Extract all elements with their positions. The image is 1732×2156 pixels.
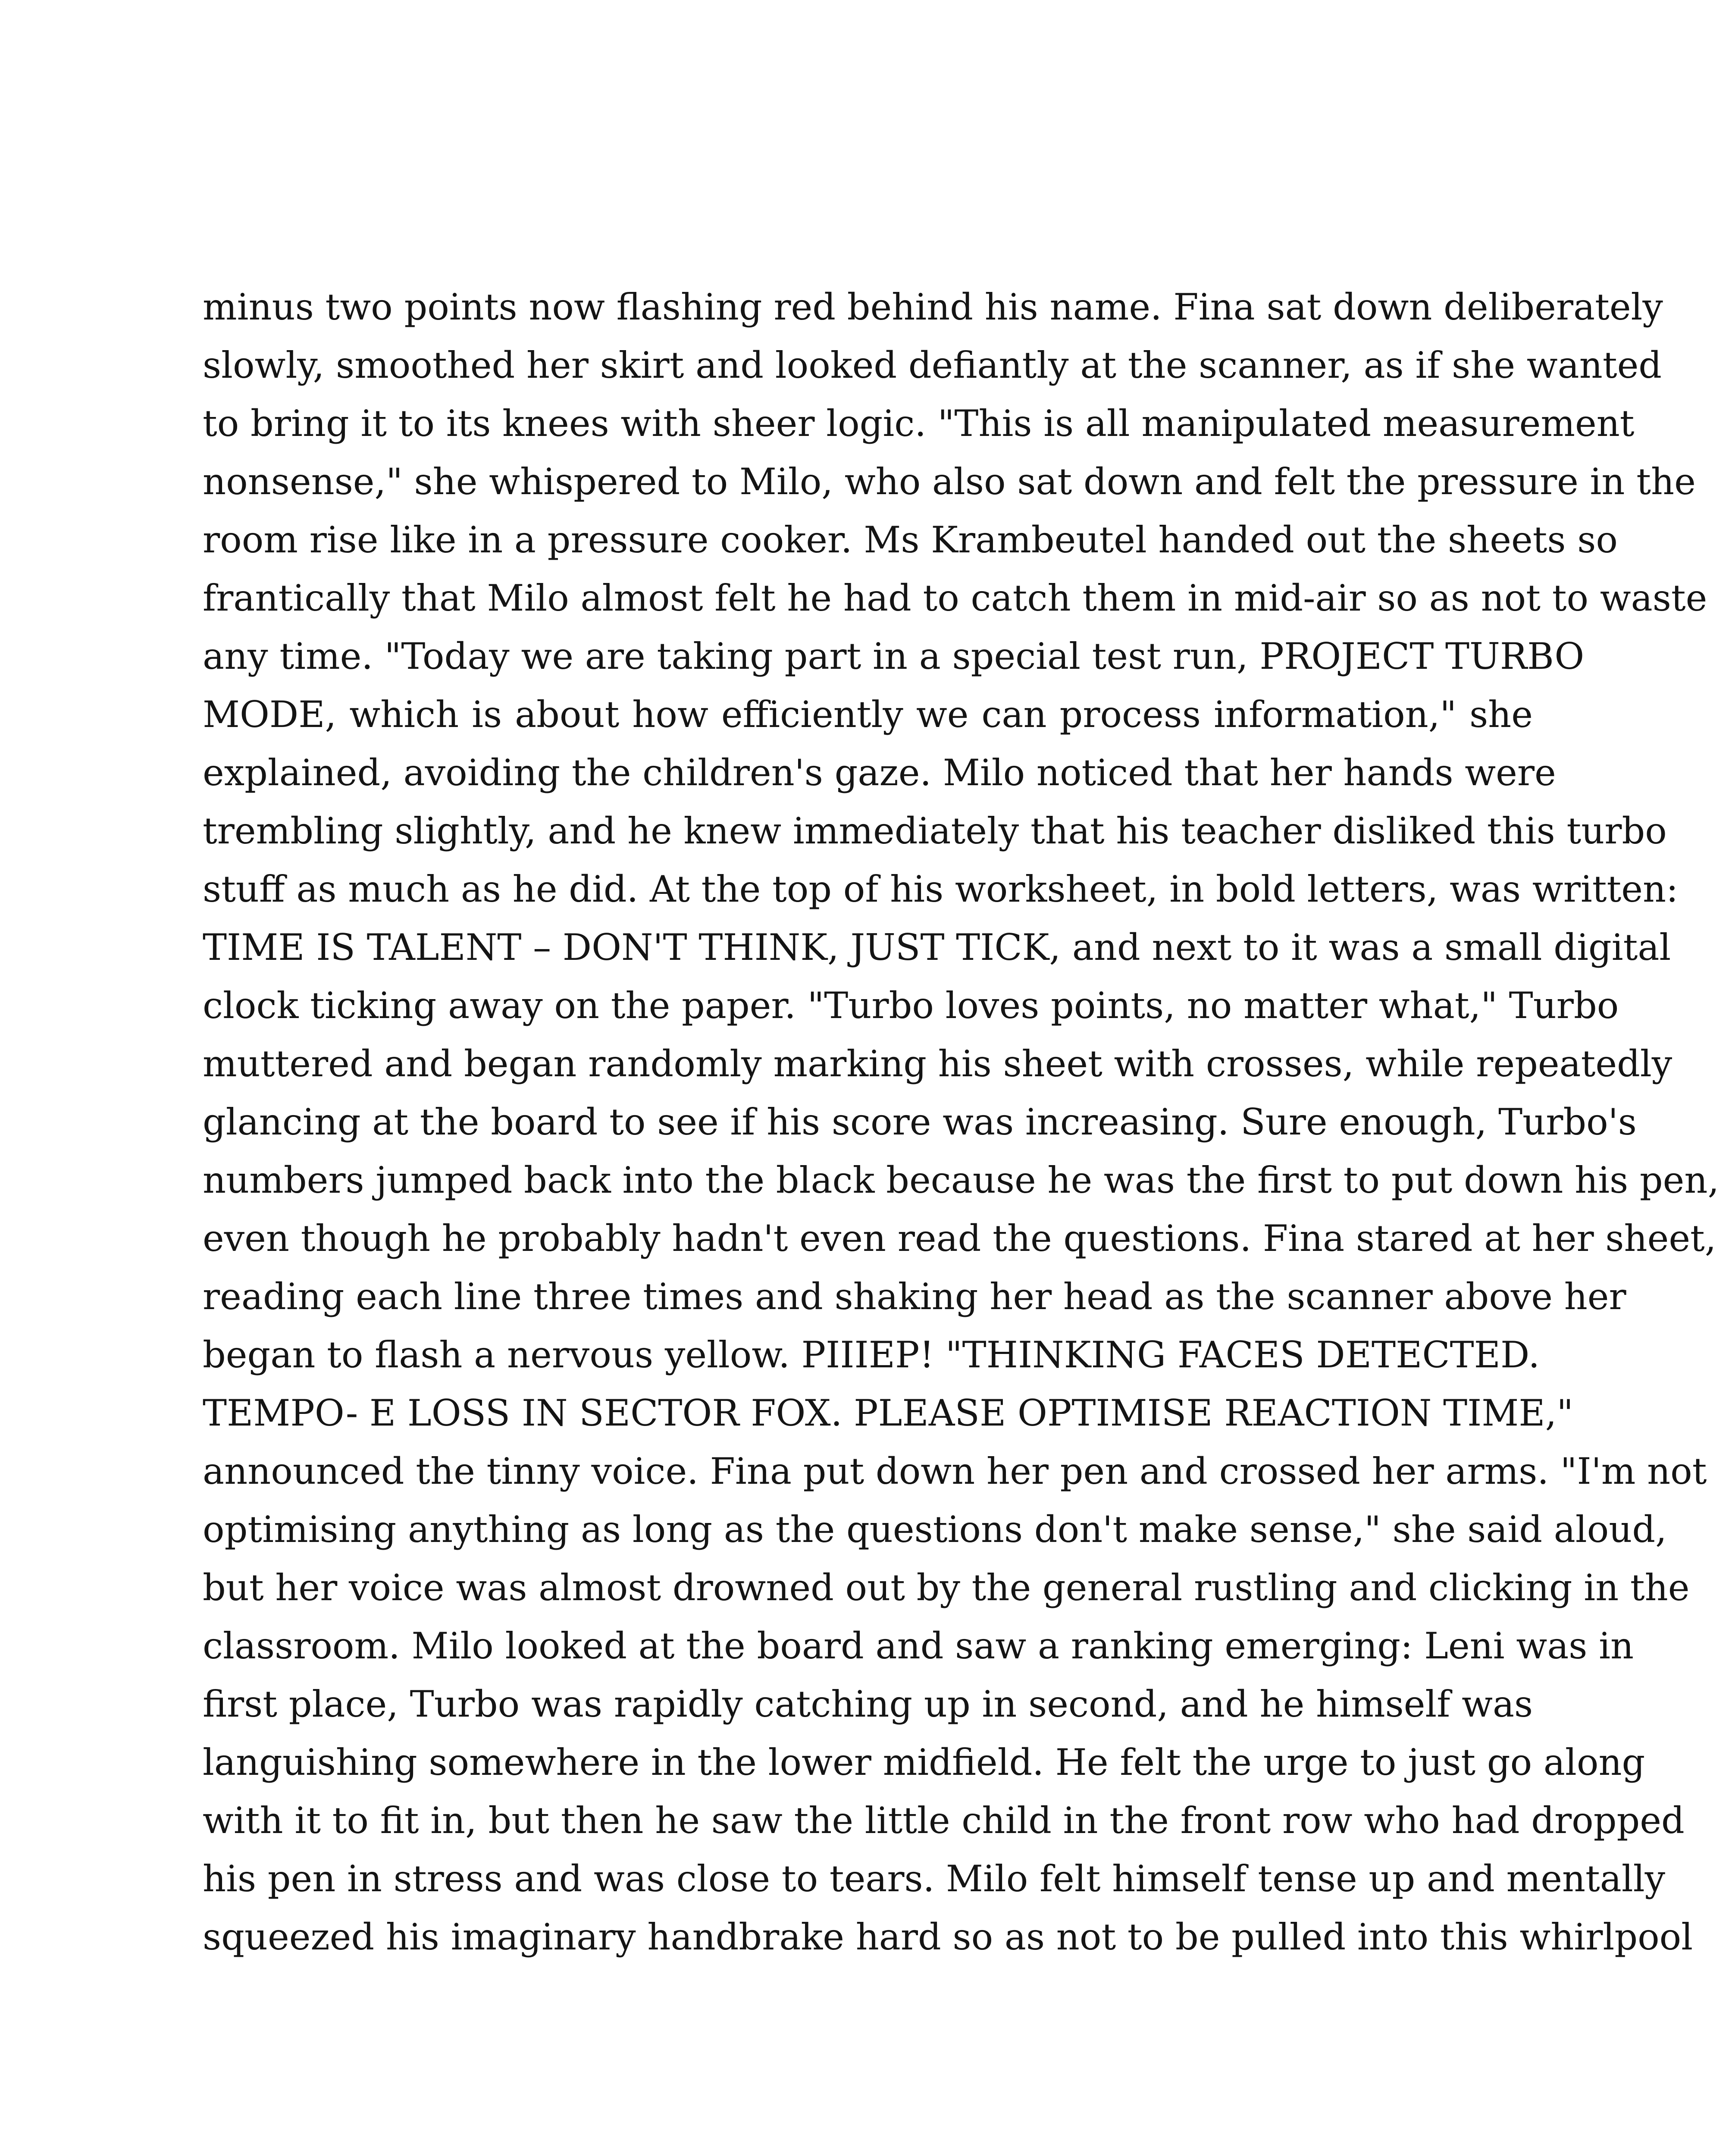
- text-line: to bring it to its knees with sheer logic. "This is all manipulated measurement: [203, 402, 1635, 445]
- text-line: nonsense," she whispered to Milo, who also sat down and felt the pressure in the: [203, 461, 1696, 503]
- text-line: with it to fit in, but then he saw the little child in the front row who had dropped: [203, 1799, 1685, 1842]
- text-line: any time. "Today we are taking part in a special test run, PROJECT TURBO: [203, 635, 1585, 677]
- text-line: optimising anything as long as the questions don't make sense," she said aloud,: [203, 1508, 1667, 1551]
- text-line: clock ticking away on the paper. "Turbo loves points, no matter what," Turbo: [203, 984, 1619, 1027]
- text-line: reading each line three times and shaking her head as the scanner above her: [203, 1275, 1626, 1318]
- text-line: slowly, smoothed her skirt and looked defiantly at the scanner, as if she wanted: [203, 344, 1662, 386]
- text-line: frantically that Milo almost felt he had to catch them in mid-air so as not to waste: [203, 577, 1707, 619]
- body-paragraph: [203, 278, 1719, 1966]
- text-line: stuff as much as he did. At the top of his worksheet, in bold letters, was written:: [203, 868, 1679, 910]
- text-line: minus two points now flashing red behind his name. Fina sat down deliberately: [203, 286, 1663, 328]
- text-line: languishing somewhere in the lower midfield. He felt the urge to just go along: [203, 1741, 1645, 1783]
- text-line: squeezed his imaginary handbrake hard so as not to be pulled into this whirlpool: [203, 1916, 1693, 1958]
- text-line: muttered and began randomly marking his sheet with crosses, while repeatedly: [203, 1043, 1672, 1085]
- text-line: began to flash a nervous yellow. PIIIEP! "THINKING FACES DETECTED.: [203, 1334, 1540, 1376]
- text-line: but her voice was almost drowned out by the general rustling and clicking in the: [203, 1567, 1690, 1609]
- text-line: TEMPO- E LOSS IN SECTOR FOX. PLEASE OPTIMISE REACTION TIME,": [203, 1392, 1573, 1434]
- text-line: even though he probably hadn't even read the questions. Fina stared at her sheet,: [203, 1217, 1716, 1260]
- text-line: room rise like in a pressure cooker. Ms Krambeutel handed out the sheets so: [203, 519, 1618, 561]
- text-line: classroom. Milo looked at the board and saw a ranking emerging: Leni was in: [203, 1625, 1634, 1667]
- text-line: his pen in stress and was close to tears. Milo felt himself tense up and mentally: [203, 1858, 1666, 1900]
- text-line: numbers jumped back into the black because he was the first to put down his pen,: [203, 1159, 1719, 1201]
- text-line: first place, Turbo was rapidly catching up in second, and he himself was: [203, 1683, 1533, 1725]
- text-line: glancing at the board to see if his score was increasing. Sure enough, Turbo's: [203, 1101, 1637, 1143]
- text-line: explained, avoiding the children's gaze. Milo noticed that her hands were: [203, 752, 1556, 794]
- text-line: trembling slightly, and he knew immediately that his teacher disliked this turbo: [203, 810, 1667, 852]
- text-line: announced the tinny voice. Fina put down her pen and crossed her arms. "I'm not: [203, 1450, 1707, 1492]
- text-line: MODE, which is about how efficiently we can process information," she: [203, 693, 1533, 736]
- text-line: TIME IS TALENT – DON'T THINK, JUST TICK, and next to it was a small digital: [203, 926, 1671, 968]
